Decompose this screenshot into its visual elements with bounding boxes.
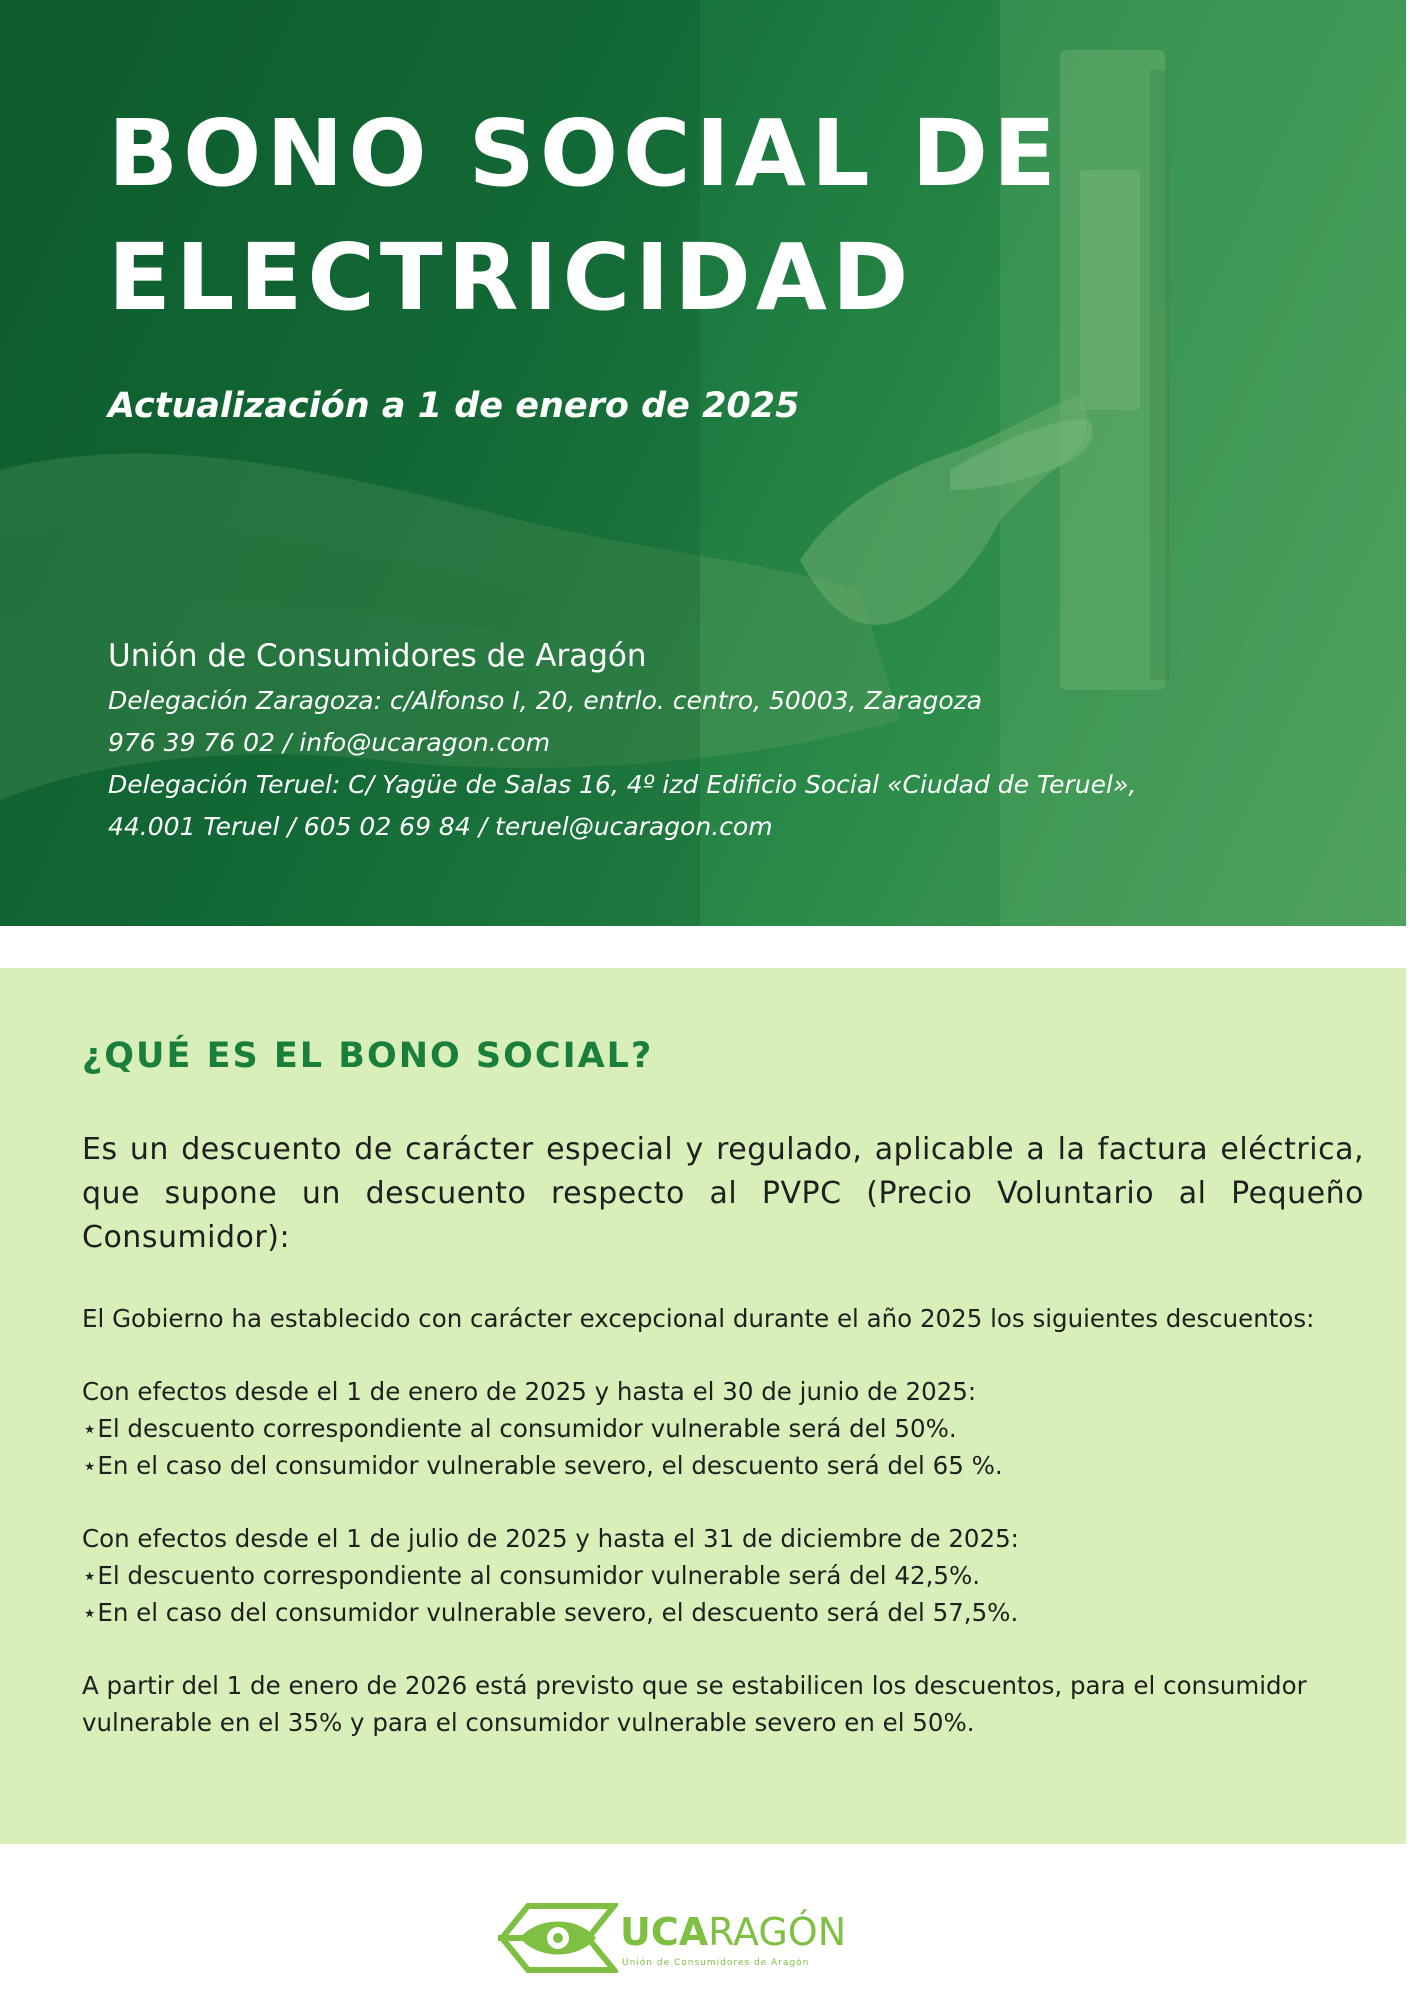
teruel-contact[interactable]: 44.001 Teruel / 605 02 69 84 / teruel@ucaragon.com bbox=[108, 812, 773, 841]
section-heading: ¿QUÉ ES EL BONO SOCIAL? bbox=[82, 1036, 654, 1076]
closing-paragraph: A partir del 1 de enero de 2026 está previsto que se estabilicen los descuentos, para el consumidor vulnerable en el 35% y para el consumidor vulnerable severo en el 50%. bbox=[82, 1671, 1307, 1737]
organization-name: Unión de Consumidores de Aragón bbox=[108, 638, 647, 674]
period-2-item: ⋆En el caso del consumidor vulnerable severo, el descuento será del 57,5%. bbox=[82, 1598, 1019, 1627]
switch-toggle bbox=[1080, 170, 1140, 410]
logo-tagline: Unión de Consumidores de Aragón bbox=[622, 1958, 810, 1968]
discount-details bbox=[82, 1300, 1364, 1741]
government-paragraph: El Gobierno ha establecido con carácter excepcional durante el año 2025 los siguientes descuentos: bbox=[82, 1304, 1315, 1333]
zaragoza-address: Delegación Zaragoza: c/Alfonso I, 20, entrlo. centro, 50003, Zaragoza bbox=[108, 686, 983, 715]
zaragoza-contact[interactable]: 976 39 76 02 / info@ucaragon.com bbox=[108, 728, 551, 757]
page-title bbox=[108, 92, 1061, 340]
period-1-item: ⋆El descuento correspondiente al consumidor vulnerable será del 50%. bbox=[82, 1414, 957, 1443]
info-panel bbox=[0, 968, 1406, 1844]
period-1-item: ⋆En el caso del consumidor vulnerable severo, el descuento será del 65 %. bbox=[82, 1451, 1003, 1480]
period-2-title: Con efectos desde el 1 de julio de 2025 y hasta el 31 de diciembre de 2025: bbox=[82, 1524, 1019, 1553]
ucaragon-logo bbox=[498, 1898, 847, 1978]
period-1-title: Con efectos desde el 1 de enero de 2025 y hasta el 30 de junio de 2025: bbox=[82, 1377, 977, 1406]
logo-brand-bold: UCA bbox=[620, 1910, 709, 1954]
intro-paragraph: Es un descuento de carácter especial y regulado, aplicable a la factura eléctrica, que supone un descuento respecto al PVPC (Precio Voluntario al Pequeño Consumidor): bbox=[82, 1132, 1364, 1255]
contact-block bbox=[108, 632, 1136, 848]
hero-banner bbox=[0, 0, 1406, 926]
period-2-item: ⋆El descuento correspondiente al consumidor vulnerable será del 42,5%. bbox=[82, 1561, 981, 1590]
switch-plate-edge bbox=[1150, 70, 1170, 680]
logo-wordmark bbox=[620, 1910, 846, 1954]
title-line-1: BONO SOCIAL DE bbox=[108, 100, 1061, 207]
eye-logo-icon bbox=[498, 1900, 618, 1976]
update-subtitle: Actualización a 1 de enero de 2025 bbox=[108, 386, 800, 426]
title-line-2: ELECTRICIDAD bbox=[108, 224, 914, 331]
logo-brand-rest: RAGÓN bbox=[708, 1910, 847, 1954]
teruel-address: Delegación Teruel: C/ Yagüe de Salas 16, 4º izd Edificio Social «Ciudad de Teruel», bbox=[108, 770, 1137, 799]
